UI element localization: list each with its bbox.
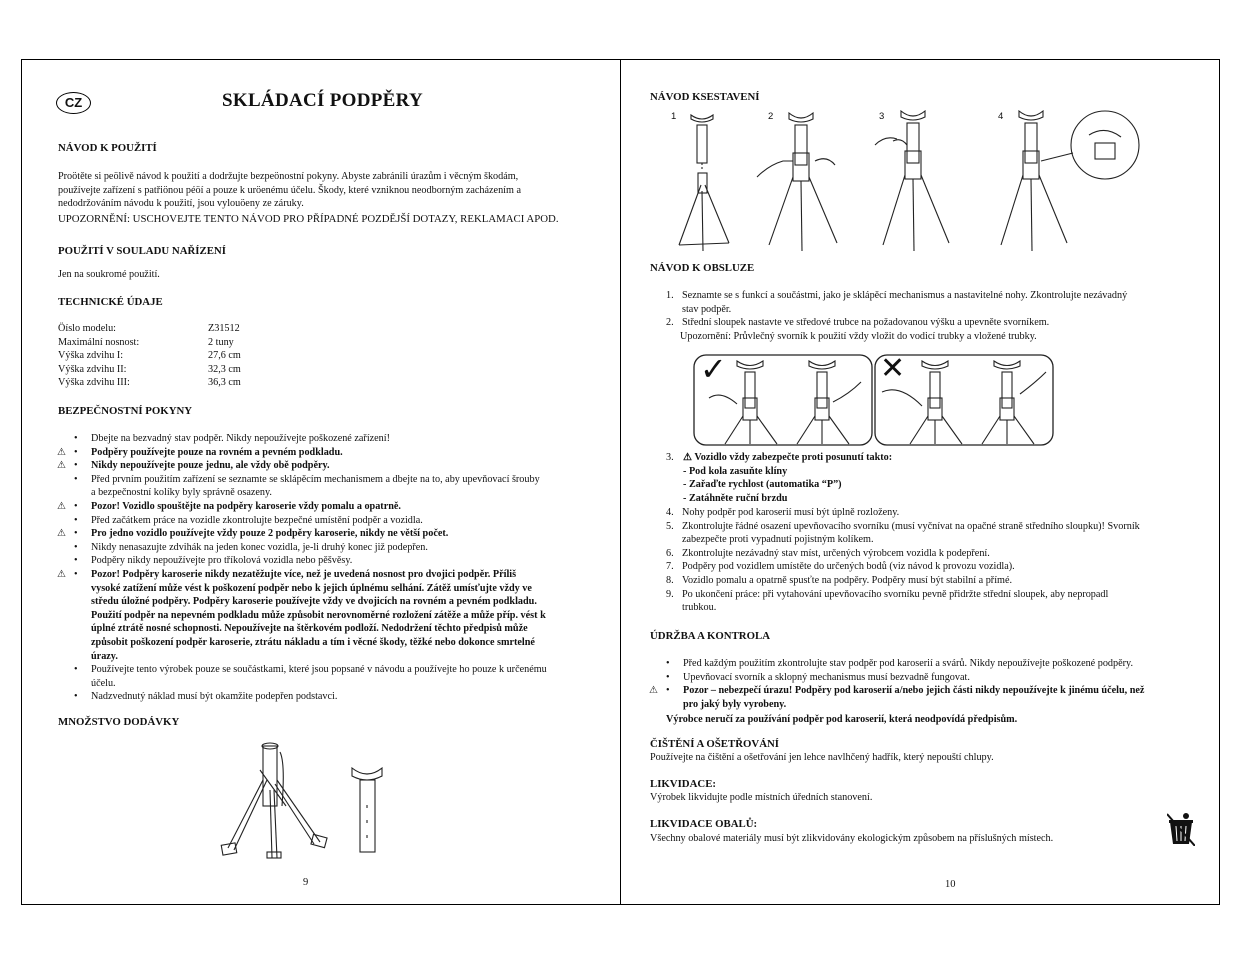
- list-item-line: Před každým použitím zkontrolujte stav podpěr pod karoserií a svárů. Nikdy nepoužívejte poškozené podpěry.: [683, 658, 1134, 669]
- step-number: 4.: [666, 507, 674, 518]
- step-number: 7.: [666, 561, 674, 573]
- cleaning-text: Používejte na čištění a ošetřování jen lehce navlhčený hadřík, který nepouští chlupy.: [650, 752, 994, 763]
- step-number: 5.: [666, 520, 674, 532]
- bullet-icon: •: [666, 658, 670, 669]
- step-number: 1.: [666, 290, 674, 301]
- numbered-step: [650, 547, 1195, 561]
- warning-icon: ⚠: [57, 460, 66, 472]
- delivery-illustration: [220, 740, 420, 860]
- page-title: SKLÁDACÍ PODPĚRY: [222, 90, 424, 111]
- disposal-text: Výrobek likvidujte podle místních úředních stanovení.: [650, 792, 873, 803]
- numbered-step: [650, 289, 1195, 316]
- page-number-right: 10: [945, 879, 956, 890]
- step-line: Zkontrolujte nezávadný stav míst, určených výrobcem vozidla k podepření.: [682, 547, 990, 559]
- bullet-icon: •: [74, 460, 78, 472]
- step-line: Vozidlo pomalu a opatrně spusťte na podpěry. Podpěry musí být stabilní a přímé.: [682, 574, 1013, 586]
- warning-icon: ⚠: [683, 452, 692, 463]
- step-number: 8.: [666, 574, 674, 586]
- step-3-lead: [683, 451, 892, 465]
- heading-usage: NÁVOD K POUŽITÍ: [58, 142, 157, 154]
- heading-disposal: LIKVIDACE:: [650, 778, 716, 790]
- list-item-line: Pro jedno vozidlo používejte vždy pouze 2 podpěry karoserie, nikdy ne větší počet.: [91, 528, 449, 540]
- step-line: stav podpěr.: [682, 303, 732, 315]
- step-line: Střední sloupek nastavte ve středové trubce na požadovanou výšku a upevněte svorníkem.: [682, 317, 1050, 329]
- step-3-item: - Pod kola zasuňte klíny: [683, 465, 788, 477]
- intro-text: [58, 170, 613, 211]
- warning-icon: ⚠: [649, 685, 658, 697]
- safety-list: [58, 432, 613, 704]
- list-item: [58, 568, 613, 663]
- heading-tech-data: TECHNICKÉ ÚDAJE: [58, 296, 163, 308]
- bullet-icon: •: [74, 528, 78, 540]
- step-3-item: - Zatáhněte ruční brzdu: [683, 492, 788, 504]
- page-divider: [620, 59, 621, 905]
- spec-value: 27,6 cm: [208, 350, 241, 362]
- numbered-step: [650, 316, 1195, 330]
- list-item-line: vysoké zatížení může vést k poškození podpěr nebo k jejich úplnému selhání. Zátěž umísťujte vždy ve: [91, 582, 532, 594]
- step-3-item: - Zařaďte rychlost (automatika “P”): [683, 479, 842, 491]
- spec-value: 32,3 cm: [208, 363, 241, 375]
- operation-steps-4-9: [650, 506, 1195, 615]
- numbered-step: [650, 506, 1195, 520]
- list-item-line: způsobit poškození podpěr karoserie, ztrátu nákladu a tím i věcné škody, těžké nebo dokonce smrtelné: [91, 636, 535, 648]
- list-item: [58, 541, 613, 555]
- recycle-bin-icon: [1167, 812, 1195, 846]
- list-item: [58, 514, 613, 528]
- step-3-lead-text: Vozidlo vždy zabezpečte proti posunutí takto:: [694, 452, 893, 463]
- list-item-line: Podpěry nikdy nepoužívejte pro tříkolová vozidla nebo pěšvěsy.: [91, 555, 353, 567]
- cz-logo: CZ: [56, 92, 91, 114]
- maintenance-footnote: Výrobce neručí za používání podpěr pod karoserií, která neodpovídá předpisům.: [666, 714, 1018, 725]
- step-line: Po ukončení práce: při vytahování upevňovacího svorníku pevně přidržte střední sloupek, aby nepropadl: [682, 588, 1109, 600]
- list-item-line: Použití podpěr na nepevném podkladu může způsobit nerovnoměrné rozložení zátěže a může příp. vést k: [91, 609, 546, 621]
- bullet-icon: •: [74, 568, 78, 580]
- heading-delivery: MNOŽSTVO DODÁVKY: [58, 716, 180, 728]
- operation-note: Upozornění: Průvlečný svorník k použití vždy vložit do vodicí trubky a vložené trubky.: [680, 331, 1037, 342]
- maintenance-list: [650, 657, 1200, 711]
- list-item-line: úplné ztrátě nosné schopnosti. Nepoužívejte na štěrkovém podloží. Nedodržení těchto předpisů může: [91, 623, 528, 635]
- list-item: [58, 663, 613, 690]
- page-number-left: 9: [303, 877, 309, 888]
- step-number: 6.: [666, 547, 674, 559]
- heading-assembly: NÁVOD KSESTAVENÍ: [650, 91, 760, 103]
- intro-line: Proötěte si peölivě návod k použití a dodržujte bezpeönostní pokyny. Abyste zabránili úrazům i věcným škodám,: [58, 171, 519, 182]
- heading-safety: BEZPEČNOSTNÍ POKYNY: [58, 405, 193, 417]
- list-item-line: Před začátkem práce na vozidle zkontrolujte bezpečné umístění podpěr a vozidla.: [91, 514, 423, 526]
- assembly-step-label: 1: [671, 111, 677, 122]
- step-number: 2.: [666, 317, 674, 329]
- list-item-line: Upevňovací svorník a sklopný mechanismus musí bezvadně fungovat.: [683, 671, 970, 683]
- heading-operation: NÁVOD K OBSLUZE: [650, 262, 755, 274]
- step-line: zabezpečte proti vypadnutí pojistným kolíkem.: [682, 534, 874, 546]
- spec-key: Öíslo modelu:: [58, 323, 117, 334]
- spec-value: 2 tuny: [208, 336, 234, 348]
- step-line: Podpěry pod vozidlem umístěte do určených bodů (viz návod k provozu vozidla).: [682, 561, 1015, 573]
- bullet-icon: •: [74, 473, 78, 485]
- numbered-step: [650, 560, 1195, 574]
- warning-icon: ⚠: [57, 500, 66, 512]
- list-item-line: Používejte tento výrobek pouze se součástkami, které jsou popsané v návodu a používejte ho pouze k určenému: [91, 664, 547, 676]
- spec-key: Maximální nosnost:: [58, 336, 140, 348]
- step-line: Seznamte se s funkcí a součástmi, jako je sklápěcí mechanismus a nastavitelné nohy. Zkontrolujte nezávadný: [682, 290, 1128, 301]
- list-item-line: Podpěry používejte pouze na rovném a pevném podkladu.: [91, 446, 343, 458]
- list-item-line: Pozor! Podpěry karoserie nikdy nezatěžujte více, než je uvedená nosnost pro dvojici podpěr. Příliš: [91, 568, 517, 580]
- list-item: [58, 500, 613, 514]
- step-line: trubkou.: [682, 602, 717, 614]
- intro-line: nedodržováním návodu k použití, jsou vylouöeny ze záruky.: [58, 198, 304, 210]
- bullet-icon: •: [74, 446, 78, 458]
- spec-key: Výška zdvihu III:: [58, 377, 130, 389]
- list-item-line: Dbejte na bezvadný stav podpěr. Nikdy nepoužívejte poškozené zařízení!: [91, 433, 391, 444]
- spec-key: Výška zdvihu II:: [58, 363, 127, 375]
- list-item-line: Před prvním použitím zařízení se seznamte se sklápěcím mechanismem a dbejte na to, aby upevňovací šrouby: [91, 473, 540, 485]
- bullet-icon: •: [74, 555, 78, 567]
- assembly-step-label: 3: [879, 111, 885, 122]
- list-item-line: a bezpečnostní kolíky byly správně osazeny.: [91, 487, 272, 499]
- heading-intended-use: POUŽITÍ V SOULADU NAŘÍZENÍ: [58, 245, 226, 257]
- heading-maintenance: ÚDRŽBA A KONTROLA: [650, 630, 770, 642]
- list-item-line: Pozor! Vozidlo spouštějte na podpěry karoserie vždy pomalu a opatrně.: [91, 500, 401, 512]
- warning-icon: ⚠: [57, 528, 66, 540]
- numbered-step: [650, 574, 1195, 588]
- spec-value: Z31512: [208, 323, 240, 334]
- step-3-block: [683, 451, 892, 505]
- list-item-line: Nadzvednutý náklad musí být okamžite podepřen podstavci.: [91, 691, 338, 703]
- bullet-icon: •: [74, 664, 78, 676]
- list-item-line: účelu.: [91, 677, 116, 689]
- list-item: [650, 671, 1200, 685]
- intended-use-text: Jen na soukromé použití.: [58, 269, 160, 280]
- bullet-icon: •: [666, 685, 670, 697]
- bullet-icon: •: [74, 691, 78, 703]
- bullet-icon: •: [666, 671, 670, 683]
- check-icon: ✓: [700, 350, 727, 388]
- list-item-line: středu úložné podpěry. Podpěry karoserie používejte vždy ve dvojicích na rovném a pevném podkladu.: [91, 596, 537, 608]
- list-item: [650, 657, 1200, 671]
- list-item: [58, 473, 613, 500]
- warning-icon: ⚠: [57, 446, 66, 458]
- assembly-step-label: 2: [768, 111, 774, 122]
- numbered-step: [650, 588, 1195, 615]
- heading-cleaning: ČIŠTĚNÍ A OŠETŘOVÁNÍ: [650, 738, 780, 750]
- heading-packaging: LIKVIDACE OBALŮ:: [650, 818, 758, 830]
- spec-value: 36,3 cm: [208, 377, 241, 389]
- list-item: [58, 690, 613, 704]
- step-number: 9.: [666, 588, 674, 600]
- warning-icon: ⚠: [57, 568, 66, 580]
- list-item: [650, 684, 1200, 711]
- list-item: [58, 554, 613, 568]
- list-item: [58, 446, 613, 460]
- list-item-line: Pozor – nebezpečí úrazu! Podpěry pod karoserií a/nebo jejich části nikdy nepoužívejte k jinému účelu, než: [683, 685, 1145, 697]
- bullet-icon: •: [74, 514, 78, 526]
- step-line: Zkontrolujte řádné osazení upevňovacího svorníku (musí vyčnívat na opačné straně středního sloupku)! Svorník: [682, 520, 1140, 532]
- bullet-icon: •: [74, 541, 78, 553]
- list-item-line: Nikdy nepoužívejte pouze jednu, ale vždy obě podpěry.: [91, 460, 330, 472]
- assembly-illustration: [665, 105, 1185, 255]
- list-item-line: Nikdy nenasazujte zdvihák na jeden konec vozidla, je-li druhý konec již podepřen.: [91, 541, 428, 553]
- cross-icon: ✕: [880, 351, 906, 386]
- step-line: Nohy podpěr pod karoserií musí být úplně rozloženy.: [682, 507, 900, 518]
- list-item-line: pro jaký byly vyrobeny.: [683, 698, 787, 710]
- bullet-icon: •: [74, 433, 78, 444]
- bullet-icon: •: [74, 500, 78, 512]
- list-item: [58, 459, 613, 473]
- packaging-text: Všechny obalové materiály musí být zlikvidovány ekologickým způsobem na příslušných místech.: [650, 833, 1054, 844]
- operation-steps-1-2: [650, 289, 1195, 330]
- numbered-step: [650, 520, 1195, 547]
- intro-notice: UPOZORNĚNÍ: USCHOVEJTE TENTO NÁVOD PRO PŘÍPADNÉ POZDĚJŠÍ DOTAZY, REKLAMACI APOD.: [58, 213, 559, 225]
- spec-key: Výška zdvihu I:: [58, 350, 124, 362]
- list-item: [58, 527, 613, 541]
- intro-line: používejte zařízení s patřiönou péöí a pouze k uröenému účelu. Škody, které vzniknou neodborným zacházením a: [58, 184, 521, 196]
- assembly-step-label: 4: [998, 111, 1004, 122]
- list-item-line: úrazy.: [91, 650, 118, 662]
- step-3-number: 3.: [666, 452, 674, 463]
- spec-table: [58, 322, 288, 390]
- list-item: [58, 432, 613, 446]
